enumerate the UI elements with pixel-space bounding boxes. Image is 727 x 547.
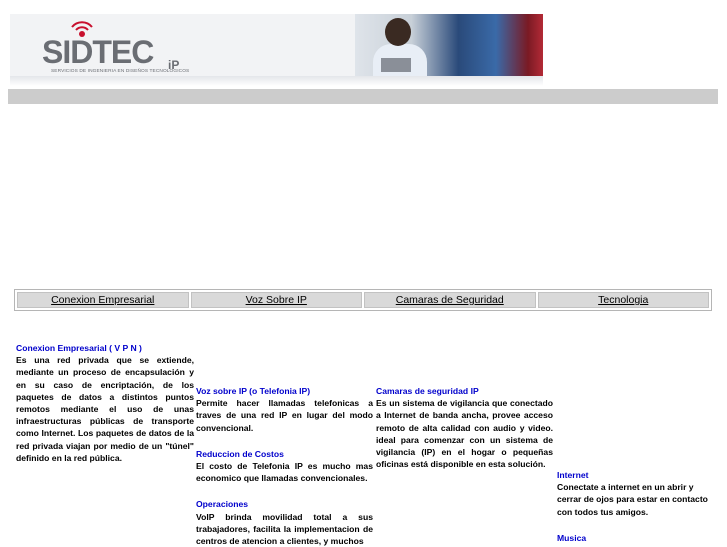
logo-suffix: iP bbox=[168, 58, 180, 72]
menu-bar bbox=[8, 89, 718, 104]
nav-tecnologia[interactable]: Tecnologia bbox=[538, 292, 710, 308]
banner-shadow bbox=[10, 76, 543, 86]
music-heading: Musica bbox=[557, 532, 587, 543]
costs-text: El costo de Telefonia IP es mucho mas economico que llamadas convencionales. bbox=[196, 461, 373, 484]
nav-voz-sobre-ip[interactable]: Voz Sobre IP bbox=[191, 292, 363, 308]
cameras-heading: Camaras de seguridad IP bbox=[376, 386, 479, 396]
column-cameras bbox=[376, 385, 553, 470]
sidtec-logo[interactable] bbox=[42, 20, 202, 76]
internet-heading: Internet bbox=[557, 470, 589, 480]
voip-heading: Voz sobre IP (o Telefonia IP) bbox=[196, 386, 311, 396]
header-banner bbox=[10, 14, 543, 76]
column-tech bbox=[557, 469, 709, 544]
logo-wordmark: SIDTEC bbox=[42, 34, 154, 70]
column-vpn bbox=[16, 342, 194, 464]
vpn-text: Es una red privada que se extiende, mediante un proceso de encapsulación y en su caso de encriptación, de los paquetes de datos a distintos puntos remotos mediante el uso de unas infraestructuras públicas de transporte como Internet. Los paquetes de datos de la red privada viajan por medio de un "túnel" definido en la red pública. bbox=[16, 355, 194, 463]
operations-heading: Operaciones bbox=[196, 499, 249, 510]
banner-photo bbox=[355, 14, 543, 76]
main-nav bbox=[14, 289, 712, 311]
vpn-heading: Conexion Empresarial ( V P N ) bbox=[16, 343, 142, 353]
person-head-shape bbox=[385, 18, 411, 46]
column-voip bbox=[196, 385, 373, 547]
internet-text: Conectate a internet en un abrir y cerrar de ojos para estar en contacto con todos tus amigos. bbox=[557, 482, 708, 517]
logo-tagline: SERVICIOS DE INGENIERIA EN DISEÑOS TECNOLOGICOS bbox=[51, 69, 190, 74]
nav-camaras-seguridad[interactable]: Camaras de Seguridad bbox=[364, 292, 536, 308]
cameras-text: Es un sistema de vigilancia que conectado a Internet de banda ancha, provee acceso remoto de alta calidad con audio y video. ideal para comenzar con un sistema de vigilancia (IP) en el hogar o pequeñas oficinas está disponible en esta solución. bbox=[376, 398, 553, 470]
operations-text: VoIP brinda movilidad total a sus trabajadores, facilita la implementacion de centros de atencion a clientes, y muchos bbox=[196, 511, 373, 547]
costs-heading: Reduccion de Costos bbox=[196, 448, 284, 459]
voip-text: Permite hacer llamadas telefonicas a traves de una red IP en lugar del modo convencional. bbox=[196, 398, 373, 433]
laptop-shape bbox=[381, 58, 411, 72]
nav-conexion-empresarial[interactable]: Conexion Empresarial bbox=[17, 292, 189, 308]
